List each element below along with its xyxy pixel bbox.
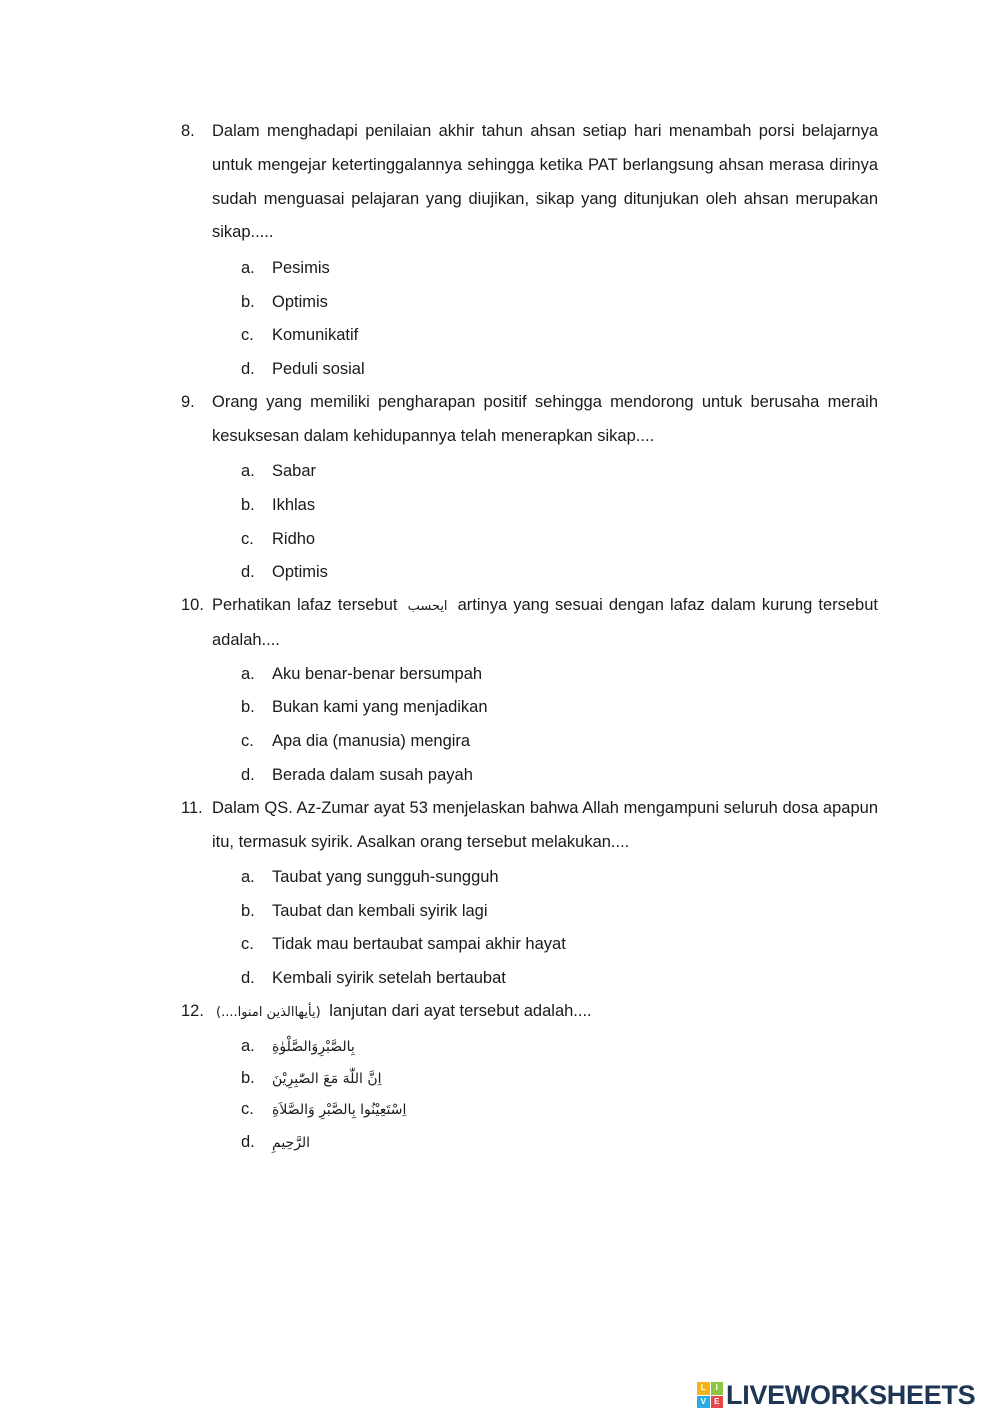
question-10 (181, 589, 878, 658)
question-text-after: artinya yang sesuai dengan lafaz dalam kurung tersebut adalah.... (212, 596, 878, 649)
option-12d[interactable] (241, 1132, 310, 1153)
option-12a[interactable] (241, 1036, 355, 1057)
logo-tile-e: E (711, 1396, 724, 1409)
question-9 (181, 386, 878, 454)
option-12b[interactable] (241, 1068, 382, 1089)
option-text: Ridho (272, 530, 316, 548)
option-letter: b. (241, 698, 255, 716)
option-letter: b. (241, 902, 255, 920)
option-10b[interactable] (241, 697, 488, 717)
option-text: Kembali syirik setelah bertaubat (272, 969, 506, 987)
option-11d[interactable] (241, 968, 506, 988)
option-9a[interactable] (241, 461, 316, 481)
option-letter: c. (241, 530, 254, 548)
option-letter: a. (241, 665, 255, 683)
question-number: 8. (181, 122, 195, 140)
option-letter: a. (241, 259, 255, 277)
question-text-before: Perhatikan lafaz tersebut (212, 596, 398, 614)
question-12 (181, 995, 878, 1030)
option-text: Taubat dan kembali syirik lagi (272, 902, 488, 920)
logo-tile-i: I (711, 1382, 724, 1395)
option-11c[interactable] (241, 934, 566, 954)
question-text: Dalam QS. Az-Zumar ayat 53 menjelaskan bahwa Allah mengampuni seluruh dosa apapun itu, termasuk syirik. Asalkan orang tersebut melakukan.... (212, 799, 878, 851)
option-letter: d. (241, 563, 255, 581)
option-text: Berada dalam susah payah (272, 766, 473, 784)
liveworksheets-logo[interactable] (697, 1380, 975, 1410)
question-text (212, 995, 878, 1030)
option-10c[interactable] (241, 731, 470, 751)
option-letter: d. (241, 360, 255, 378)
question-text: Orang yang memiliki pengharapan positif sehingga mendorong untuk berusaha meraih kesuksesan dalam kehidupannya telah menerapkan sikap.... (212, 393, 878, 445)
option-letter: c. (241, 1100, 254, 1118)
liveworksheets-icon (697, 1382, 723, 1408)
option-letter: b. (241, 1069, 255, 1087)
option-text: اِسْتَعِيْنُوا بِالصَّبْرِ وَالصَّلاَةِ (272, 1102, 407, 1118)
option-9d[interactable] (241, 562, 328, 582)
arabic-verse: (يأيهاالذين امنوا....) (216, 1005, 321, 1020)
question-text: Dalam menghadapi penilaian akhir tahun ahsan setiap hari menambah porsi belajarnya untuk mengejar ketertinggalannya sehingga ketika PAT berlangsung ahsan merasa dirinya sudah menguasai pelajaran yang diujikan, sikap yang ditunjukan oleh ahsan merupakan sikap..... (212, 122, 878, 242)
question-number: 11. (181, 799, 203, 817)
option-text: Ikhlas (272, 496, 316, 514)
option-text: Apa dia (manusia) mengira (272, 732, 471, 750)
question-8 (181, 115, 878, 250)
option-text: Aku benar-benar bersumpah (272, 665, 483, 683)
option-11b[interactable] (241, 901, 488, 921)
option-text: Peduli sosial (272, 360, 365, 378)
option-text: اِنَّ اللّٰهَ مَعَ الصّٰبِرِيْنَ (272, 1071, 382, 1087)
question-text-after: lanjutan dari ayat tersebut adalah.... (329, 1002, 592, 1020)
question-text (212, 589, 878, 658)
option-letter: c. (241, 326, 254, 344)
option-text: Komunikatif (272, 326, 359, 344)
option-letter: c. (241, 935, 254, 953)
logo-tile-v: V (697, 1396, 710, 1409)
option-9b[interactable] (241, 495, 315, 515)
option-8a[interactable] (241, 258, 330, 278)
question-number: 10. (181, 596, 204, 614)
option-letter: c. (241, 732, 254, 750)
option-letter: d. (241, 1133, 255, 1151)
option-letter: b. (241, 293, 255, 311)
option-12c[interactable] (241, 1099, 406, 1120)
option-text: بِالصَّبْرِوَالصَّلْوٰةِ (272, 1039, 355, 1055)
option-8d[interactable] (241, 359, 365, 379)
option-9c[interactable] (241, 529, 315, 549)
option-text: Tidak mau bertaubat sampai akhir hayat (272, 935, 566, 953)
option-8c[interactable] (241, 325, 358, 345)
option-10d[interactable] (241, 765, 473, 785)
option-text: الرَّحِيمِ (272, 1135, 311, 1151)
option-letter: a. (241, 1037, 255, 1055)
option-text: Optimis (272, 293, 328, 311)
option-text: Bukan kami yang menjadikan (272, 698, 488, 716)
option-11a[interactable] (241, 867, 499, 887)
question-11 (181, 792, 878, 860)
question-number: 12. (181, 1002, 204, 1020)
option-10a[interactable] (241, 664, 482, 684)
option-letter: a. (241, 462, 255, 480)
option-text: Pesimis (272, 259, 330, 277)
option-letter: a. (241, 868, 255, 886)
option-text: Taubat yang sungguh-sungguh (272, 868, 499, 886)
option-letter: b. (241, 496, 255, 514)
question-number: 9. (181, 393, 195, 411)
logo-text: LIVEWORKSHEETS (726, 1379, 976, 1410)
option-8b[interactable] (241, 292, 328, 312)
option-letter: d. (241, 766, 255, 784)
logo-tile-l: L (697, 1382, 710, 1395)
option-text: Sabar (272, 462, 317, 480)
option-letter: d. (241, 969, 255, 987)
option-text: Optimis (272, 563, 328, 581)
arabic-term: ايحسب (407, 599, 448, 614)
